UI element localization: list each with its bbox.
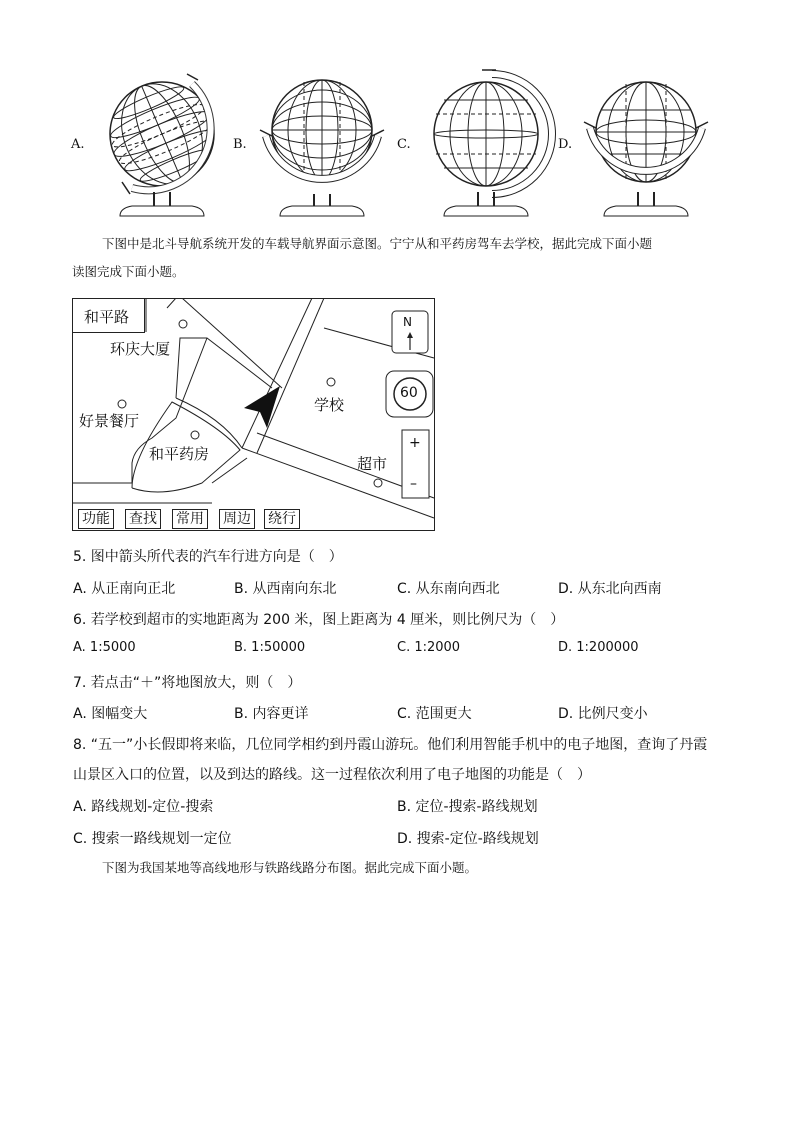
q5-option-a: A. 从正南向正北 (73, 581, 176, 597)
q8-option-b: B. 定位-搜索-路线规划 (397, 799, 538, 815)
marker-supermarket (374, 479, 382, 487)
intro-line-2: 读图完成下面小题。 (72, 264, 185, 279)
q6-option-d: D. 1:200000 (558, 640, 639, 655)
q6-option-c: C. 1:2000 (397, 640, 461, 655)
q7-option-b: B. 内容更详 (234, 706, 309, 722)
nav-button-function[interactable]: 功能 (78, 509, 114, 529)
globe-option-c-label: C. (397, 137, 411, 152)
outro-paragraph: 下图为我国某地等高线地形与铁路线路分布图。据此完成下面小题。 (102, 860, 478, 875)
zoom-out-button[interactable]: – (410, 476, 417, 492)
marker-school (327, 378, 335, 386)
place-huanqing: 环庆大厦 (110, 340, 171, 358)
marker-pharmacy (191, 431, 199, 439)
q7-stem: 7. 若点击“＋”将地图放大，则（ ） (73, 675, 302, 691)
place-supermarket: 超市 (357, 455, 388, 473)
globe-d-figure (576, 70, 716, 220)
q6-stem: 6. 若学校到超市的实地距离为 200 米，图上距离为 4 厘米，则比例尺为（ ） (73, 612, 565, 628)
q5-stem: 5. 图中箭头所代表的汽车行进方向是（ ） (73, 549, 343, 565)
q8-option-d: D. 搜索-定位-路线规划 (397, 831, 539, 847)
q8-option-c: C. 搜索一路线规划一定位 (73, 831, 232, 847)
q8-stem-line-2: 山景区入口的位置，以及到达的路线。这一过程依次利用了电子地图的功能是（ ） (73, 767, 591, 783)
globe-b-figure (252, 70, 392, 220)
q5-option-b: B. 从西南向东北 (234, 581, 337, 597)
q6-option-b: B. 1:50000 (234, 640, 306, 655)
road-label-heping: 和平路 (84, 308, 130, 326)
nav-button-nearby[interactable]: 周边 (219, 509, 255, 529)
globe-option-b-label: B. (233, 137, 247, 152)
q5-option-c: C. 从东南向西北 (397, 581, 500, 597)
q7-option-d: D. 比例尺变小 (558, 706, 648, 722)
marker-haojing (118, 400, 126, 408)
q8-option-a: A. 路线规划-定位-搜索 (73, 799, 214, 815)
nav-button-detour[interactable]: 绕行 (264, 509, 300, 529)
globe-option-a-label: A. (71, 137, 85, 152)
speed-limit-value: 60 (400, 385, 418, 401)
globe-c-figure (416, 66, 556, 220)
intro-line-1: 下图中是北斗导航系统开发的车载导航界面示意图。宁宁从和平药房驾车去学校，据此完成下面小题 (102, 236, 653, 251)
marker-huanqing (179, 320, 187, 328)
q7-option-c: C. 范围更大 (397, 706, 472, 722)
nav-button-search[interactable]: 查找 (125, 509, 161, 529)
globe-a-figure (92, 70, 232, 220)
globe-option-d-label: D. (558, 137, 573, 152)
place-haojing: 好景餐厅 (79, 412, 140, 430)
nav-button-frequent[interactable]: 常用 (172, 509, 208, 529)
zoom-in-button[interactable]: + (409, 435, 421, 451)
place-heping-pharmacy: 和平药房 (149, 445, 210, 463)
place-school: 学校 (314, 396, 345, 414)
q6-option-a: A. 1:5000 (73, 640, 136, 655)
q7-option-a: A. 图幅变大 (73, 706, 148, 722)
q8-stem-line-1: 8. “五一”小长假即将来临，几位同学相约到丹霞山游玩。他们利用智能手机中的电子地图，查询了丹霞 (73, 737, 708, 753)
north-label: N (403, 315, 412, 329)
q5-option-d: D. 从东北向西南 (558, 581, 662, 597)
